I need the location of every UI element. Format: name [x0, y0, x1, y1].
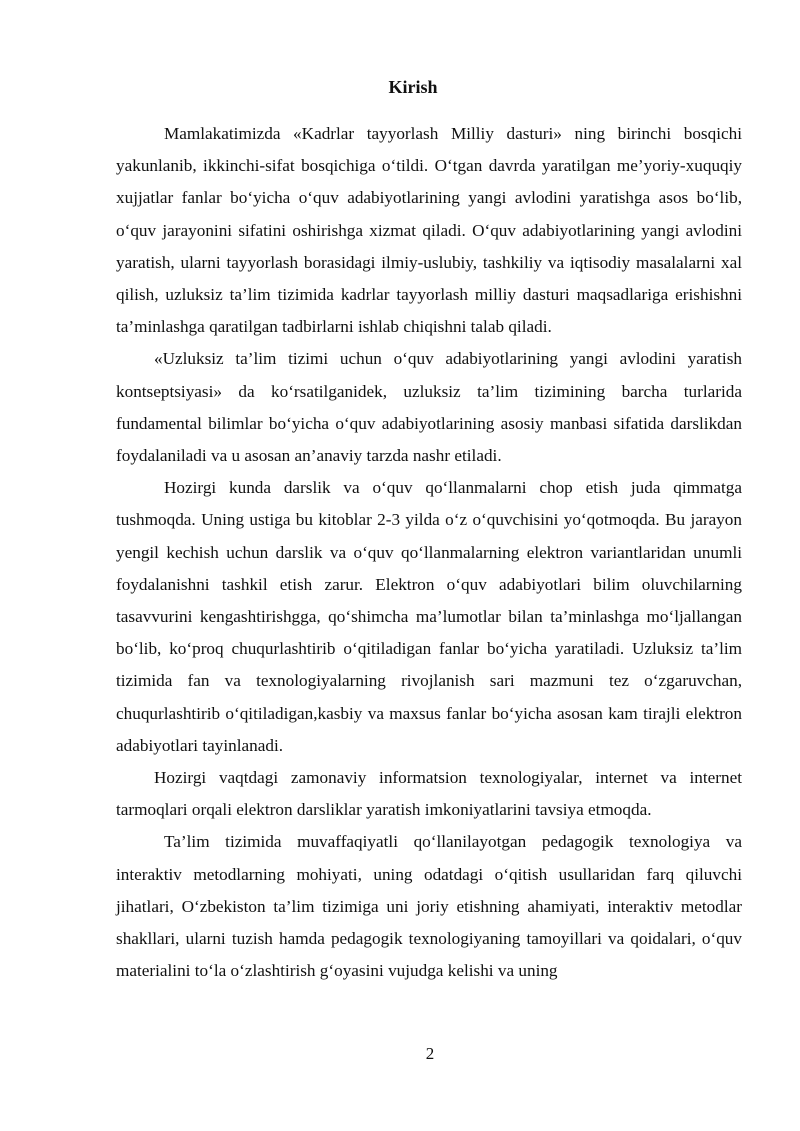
- page-title: Kirish: [388, 77, 438, 97]
- paragraph-4: Hozirgi vaqtdagi zamonaviy informatsion texnologiyalar, internet va internet tarmoqlari orqali elektron darsliklar yaratish imkoniyatlarini tavsiya etmoqda.: [116, 768, 742, 820]
- body-text: [116, 118, 742, 987]
- paragraph-1: Mamlakatimizda «Kadrlar tayyorlash Milliy dasturi» ning birinchi bosqichi yakunlanib, ikkinchi-sifat bosqichiga o‘tildi. O‘tgan davrda yaratilgan me’yoriy-xuquqiy xujjatlar fanlar bo‘yicha o‘quv adabiyotlarining yangi avlodini yaratishga asos bo‘lib, o‘quv jarayonini sifatini oshirishga xizmat qiladi. O‘quv adabiyotlarining yangi avlodini yaratish, ularni tayyorlash borasidagi ilmiy-uslubiy, tashkiliy va iqtisodiy masalalarni xal qilish, uzluksiz ta’lim tizimida kadrlar tayyorlash milliy dasturi maqsadlariga erishishni ta’minlashga qaratilgan tadbirlarni ishlab chiqishni talab qiladi.: [116, 124, 742, 337]
- page-number: 2: [425, 1044, 435, 1063]
- paragraph-3: Hozirgi kunda darslik va o‘quv qo‘llanmalarni chop etish juda qimmatga tushmoqda. Uning ustiga bu kitoblar 2-3 yilda o‘z o‘quvchisini yo‘qotmoqda. Bu jarayon yengil kechish uchun darslik va o‘quv qo‘llanmalarning elektron variantlaridan unumli foydalanishni tashkil etish zarur. Elektron o‘quv adabiyotlari bilim oluvchilarning tasavvurini kengashtirishgga, qo‘shimcha ma’lumotlar bilan ta’minlashga mo‘ljallangan bo‘lib, ko‘proq chuqurlashtirib o‘qitiladigan fanlar bo‘yicha yaratiladi. Uzluksiz ta’lim tizimida fan va texnologiyalarning rivojlanish sari mazmuni tez o‘zgaruvchan, chuqurlashtirib o‘qitiladigan,kasbiy va maxsus fanlar bo‘yicha asosan kam tirajli elektron adabiyotlari tayinlanadi.: [116, 478, 742, 755]
- paragraph-5: Ta’lim tizimida muvaffaqiyatli qo‘llanilayotgan pedagogik texnologiya va interaktiv metodlarning mohiyati, uning odatdagi o‘qitish usullaridan farq qiluvchi jihatlari, O‘zbekiston ta’lim tizimiga uni joriy etishning ahamiyati, interaktiv metodlar shakllari, ularni tuzish hamda pedagogik texnologiyaning tamoyillari va qoidalari, o‘quv materialini to‘la o‘zlashtirish g‘oyasini vujudga kelishi va uning: [116, 832, 742, 981]
- paragraph-2: «Uzluksiz ta’lim tizimi uchun o‘quv adabiyotlarining yangi avlodini yaratish kontseptsiyasi» da ko‘rsatilganidek, uzluksiz ta’lim tizimining barcha turlarida fundamental bilimlar bo‘yicha o‘quv adabiyotlarining asosiy manbasi sifatida darslikdan foydalaniladi va u asosan an’anaviy tarzda nashr etiladi.: [116, 349, 742, 466]
